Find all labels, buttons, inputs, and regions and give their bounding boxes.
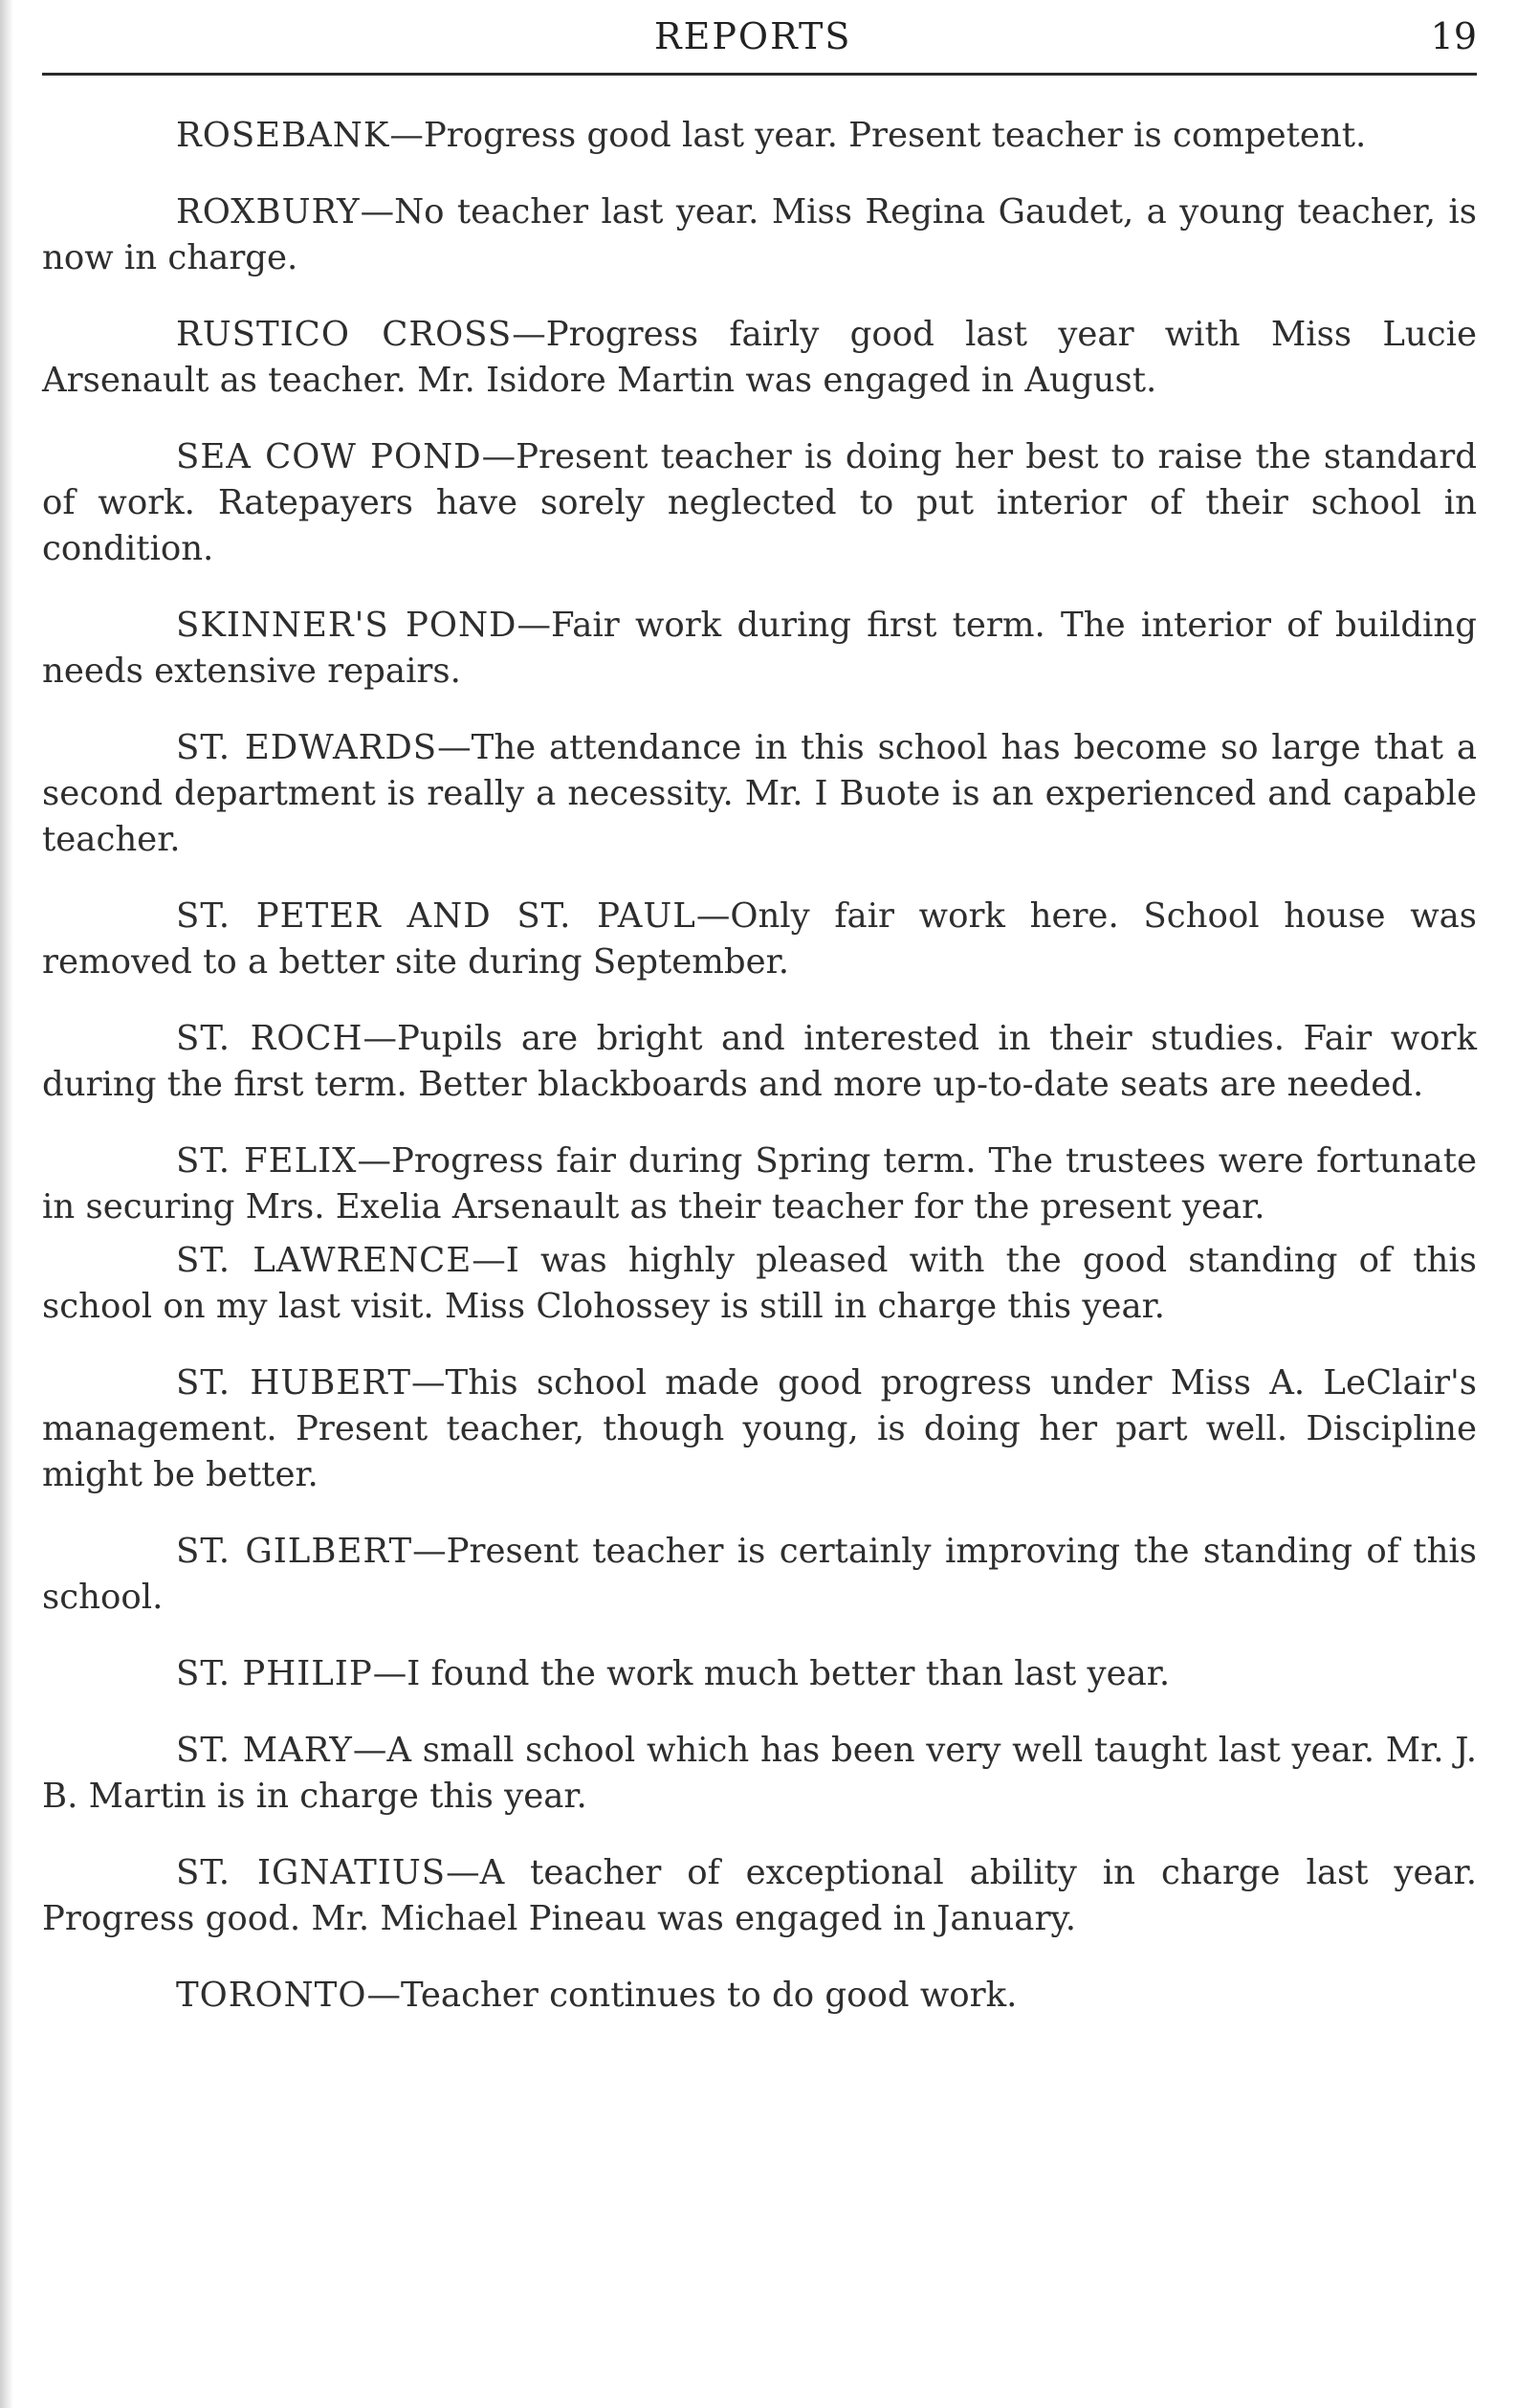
spine-shadow: [0, 0, 13, 2408]
school-name: ST. LAWRENCE: [176, 1241, 473, 1280]
school-name: ST. IGNATIUS: [176, 1853, 447, 1892]
school-name: ROXBURY: [176, 192, 361, 232]
report-text: —Only fair work here. School house was removed to a better site during September.: [42, 896, 1477, 982]
school-report: [42, 1360, 1477, 1498]
school-name: ST. MARY: [176, 1731, 353, 1770]
report-text: —Present teacher is doing her best to raise the standard of work. Ratepayers have sorely neglected to put interior of their school in condition.: [42, 437, 1477, 568]
report-text: —I found the work much better than last year.: [372, 1654, 1171, 1693]
school-report: [42, 603, 1477, 695]
school-name: ST. GILBERT: [176, 1532, 413, 1571]
school-report: [42, 434, 1477, 572]
school-report: [42, 1728, 1477, 1820]
report-text: —Progress fair during Spring term. The trustees were fortunate in securing Mrs. Exelia Arsenault as their teacher for the present year.: [42, 1141, 1478, 1226]
school-name: SEA COW POND: [176, 437, 482, 476]
school-name: SKINNER'S POND: [176, 606, 517, 645]
report-text: —Teacher continues to do good work.: [366, 1976, 1018, 2015]
school-report: [42, 1138, 1477, 1230]
school-name: ROSEBANK: [176, 116, 390, 155]
report-text: —I was highly pleased with the good standing of this school on my last visit. Miss Clohossey is still in charge this year.: [42, 1241, 1477, 1326]
school-report: [42, 1651, 1477, 1697]
school-name: ST. HUBERT: [176, 1363, 412, 1403]
school-name: TORONTO: [176, 1976, 367, 2015]
header-rule: [42, 73, 1477, 76]
school-name: ST. FELIX: [176, 1141, 358, 1181]
school-name: ST. PETER AND ST. PAUL: [176, 896, 696, 936]
school-name: ST. EDWARDS: [176, 728, 438, 767]
school-report: [42, 1529, 1477, 1621]
school-report: [42, 1973, 1477, 2019]
school-name: ST. PHILIP: [176, 1654, 373, 1693]
report-body: [42, 113, 1477, 2049]
report-text: —Pupils are bright and interested in their studies. Fair work during the first term. Better blackboards and more up-to-date seats are needed.: [42, 1019, 1478, 1104]
report-text: —No teacher last year. Miss Regina Gaudet, a young teacher, is now in charge.: [42, 192, 1477, 277]
running-head: REPORTS: [654, 15, 852, 57]
page-header: [42, 10, 1477, 77]
school-report: [42, 725, 1477, 863]
report-text: —A small school which has been very well taught last year. Mr. J. B. Martin is in charge this year.: [42, 1731, 1477, 1816]
school-report: [42, 894, 1477, 985]
report-text: —The attendance in this school has become so large that a second department is really a necessity. Mr. I Buote is an experienced and capable teacher.: [42, 728, 1478, 859]
school-report: [42, 1238, 1477, 1330]
report-text: —A teacher of exceptional ability in charge last year. Progress good. Mr. Michael Pineau was engaged in January.: [42, 1853, 1477, 1938]
school-report: [42, 1850, 1477, 1942]
report-text: —Progress good last year. Present teacher is competent.: [389, 116, 1367, 155]
page-number: 19: [1430, 15, 1477, 57]
school-name: RUSTICO CROSS: [176, 315, 513, 354]
report-text: —Present teacher is certainly improving the standing of this school.: [42, 1532, 1478, 1617]
report-text: —This school made good progress under Miss A. LeClair's management. Present teacher, though young, is doing her part well. Discipline might be better.: [42, 1363, 1477, 1494]
school-report: [42, 113, 1477, 159]
school-report: [42, 1016, 1477, 1108]
report-text: —Progress fairly good last year with Miss Lucie Arsenault as teacher. Mr. Isidore Martin was engaged in August.: [42, 315, 1477, 400]
report-text: —Fair work during first term. The interior of building needs extensive repairs.: [42, 606, 1477, 691]
school-report: [42, 312, 1477, 404]
school-report: [42, 189, 1477, 281]
school-name: ST. ROCH: [176, 1019, 363, 1058]
